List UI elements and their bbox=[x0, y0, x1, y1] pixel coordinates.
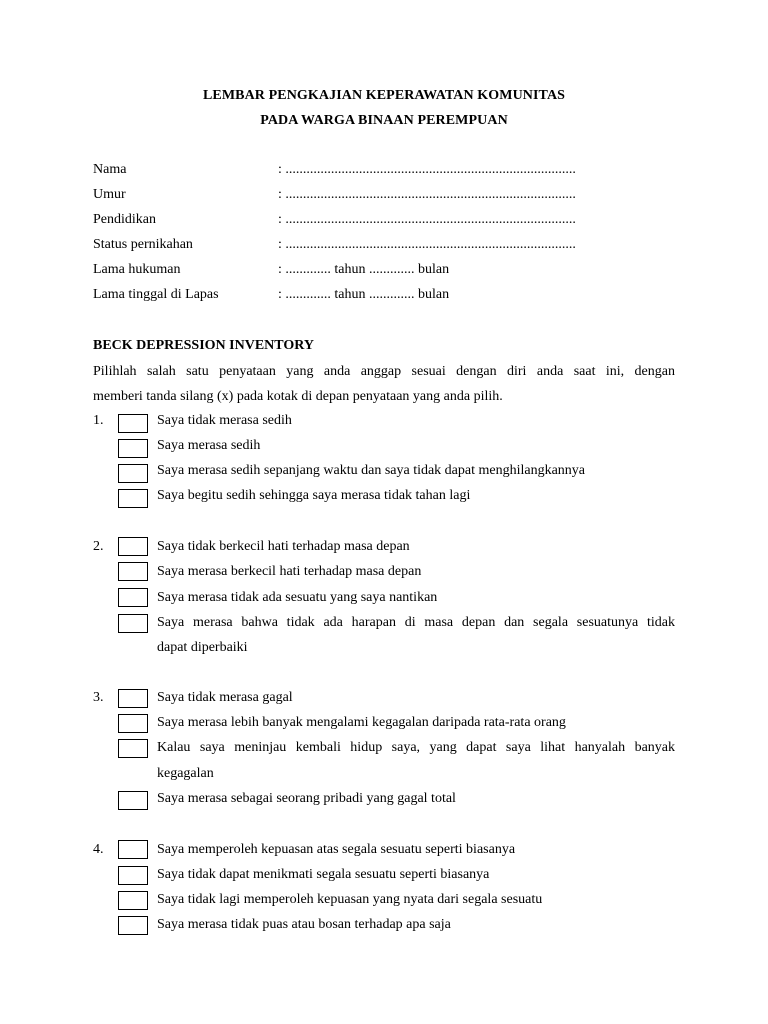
option-checkbox[interactable] bbox=[118, 414, 148, 433]
option-text: Saya memperoleh kepuasan atas segala sesuatu seperti biasanya bbox=[157, 842, 516, 857]
option-checkbox[interactable] bbox=[118, 464, 148, 483]
option-text: Saya begitu sedih sehingga saya merasa tidak tahan lagi bbox=[157, 488, 471, 503]
identity-label: Status pernikahan bbox=[93, 237, 193, 252]
document-title-line2: PADA WARGA BINAAN PEREMPUAN bbox=[260, 113, 508, 128]
identity-label: Pendidikan bbox=[93, 212, 156, 227]
option-text: Kalau saya meninjau kembali hidup saya, yang dapat saya lihat hanyalah banyak bbox=[157, 740, 675, 755]
option-checkbox[interactable] bbox=[118, 588, 148, 607]
question-number: 3. bbox=[93, 690, 104, 705]
identity-value-field[interactable]: : ................................................................................... bbox=[278, 237, 576, 252]
option-text: Saya tidak dapat menikmati segala sesuatu seperti biasanya bbox=[157, 867, 490, 882]
option-text: Saya merasa tidak puas atau bosan terhadap apa saja bbox=[157, 917, 451, 932]
option-checkbox[interactable] bbox=[118, 714, 148, 733]
identity-value-field[interactable]: : ............. tahun ............. bulan bbox=[278, 287, 450, 302]
identity-row-umur bbox=[93, 187, 693, 205]
identity-value-field[interactable]: : ................................................................................... bbox=[278, 187, 576, 202]
option-checkbox[interactable] bbox=[118, 840, 148, 859]
instruction-line: Pilihlah salah satu penyataan yang anda anggap sesuai dengan diri anda saat ini, dengan bbox=[93, 364, 675, 379]
question-number: 4. bbox=[93, 842, 104, 857]
identity-label: Umur bbox=[93, 187, 126, 202]
option-checkbox[interactable] bbox=[118, 916, 148, 935]
identity-row-status-pernikahan bbox=[93, 237, 693, 255]
identity-label: Lama tinggal di Lapas bbox=[93, 287, 219, 302]
option-text: Saya merasa lebih banyak mengalami kegagalan daripada rata-rata orang bbox=[157, 715, 566, 730]
identity-row-nama bbox=[93, 162, 693, 180]
option-text-continuation: kegagalan bbox=[157, 766, 214, 781]
section-title: BECK DEPRESSION INVENTORY bbox=[93, 338, 314, 353]
option-text: Saya merasa sedih bbox=[157, 438, 261, 453]
option-text: Saya tidak berkecil hati terhadap masa depan bbox=[157, 539, 410, 554]
identity-row-lama-tinggal bbox=[93, 287, 693, 305]
question-number: 1. bbox=[93, 413, 104, 428]
option-text: Saya tidak lagi memperoleh kepuasan yang nyata dari segala sesuatu bbox=[157, 892, 543, 907]
option-checkbox[interactable] bbox=[118, 439, 148, 458]
identity-label: Lama hukuman bbox=[93, 262, 181, 277]
option-checkbox[interactable] bbox=[118, 489, 148, 508]
option-text: Saya merasa sebagai seorang pribadi yang gagal total bbox=[157, 791, 456, 806]
option-text: Saya merasa bahwa tidak ada harapan di masa depan dan segala sesuatunya tidak bbox=[157, 615, 675, 630]
option-checkbox[interactable] bbox=[118, 791, 148, 810]
identity-value-field[interactable]: : ................................................................................... bbox=[278, 162, 576, 177]
identity-value-field[interactable]: : ............. tahun ............. bulan bbox=[278, 262, 450, 277]
identity-row-pendidikan bbox=[93, 212, 693, 230]
document-title-line1: LEMBAR PENGKAJIAN KEPERAWATAN KOMUNITAS bbox=[202, 88, 566, 103]
option-text: Saya tidak merasa gagal bbox=[157, 690, 293, 705]
option-checkbox[interactable] bbox=[118, 562, 148, 581]
option-checkbox[interactable] bbox=[118, 689, 148, 708]
instruction-line: memberi tanda silang (x) pada kotak di depan penyataan yang anda pilih. bbox=[93, 389, 503, 404]
option-checkbox[interactable] bbox=[118, 614, 148, 633]
option-text: Saya tidak merasa sedih bbox=[157, 413, 292, 428]
option-text-continuation: dapat diperbaiki bbox=[157, 640, 248, 655]
identity-value-field[interactable]: : ................................................................................... bbox=[278, 212, 576, 227]
identity-label: Nama bbox=[93, 162, 127, 177]
option-checkbox[interactable] bbox=[118, 537, 148, 556]
option-checkbox[interactable] bbox=[118, 891, 148, 910]
option-checkbox[interactable] bbox=[118, 866, 148, 885]
option-text: Saya merasa sedih sepanjang waktu dan saya tidak dapat menghilangkannya bbox=[157, 463, 586, 478]
question-number: 2. bbox=[93, 539, 104, 554]
identity-row-lama-hukuman bbox=[93, 262, 693, 280]
option-checkbox[interactable] bbox=[118, 739, 148, 758]
option-text: Saya merasa berkecil hati terhadap masa depan bbox=[157, 564, 422, 579]
option-text: Saya merasa tidak ada sesuatu yang saya nantikan bbox=[157, 590, 438, 605]
